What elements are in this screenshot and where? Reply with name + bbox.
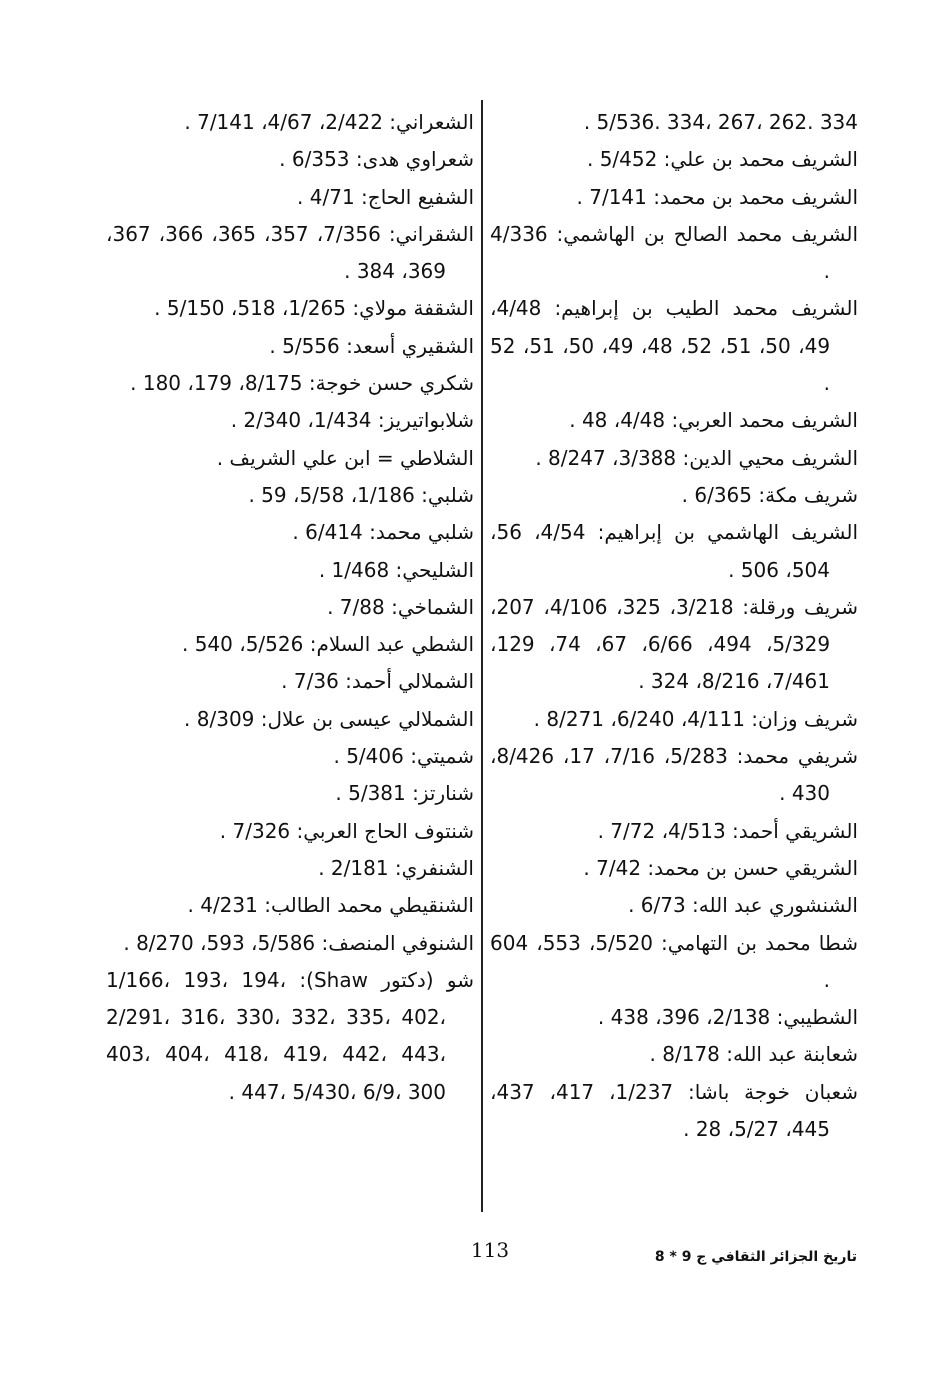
index-entry [106,775,474,812]
index-entry-text: الشريف محيي الدين: 3/388، 8/247 . [535,445,858,470]
index-entry [106,887,474,924]
index-entry [106,477,474,514]
index-entry [490,738,858,813]
index-entry [106,552,474,589]
index-entry-text: الشريف محمد العربي: 4/48، 48 . [569,408,858,433]
index-entry-text: الشملالي عيسى بن علال: 8/309 . [184,706,474,731]
index-entry [490,925,858,1000]
index-entry [106,365,474,402]
index-entry [490,1074,858,1149]
index-entry-text: الشملالي أحمد: 7/36 . [281,669,474,694]
index-entry [490,999,858,1036]
index-entry-text: الشطيبي: 2/138، 396، 438 . [597,1005,858,1030]
index-entry-text: 334 .262 ،267 ،334 .5/536 . [583,110,858,134]
index-entry-text: شطا محمد بن التهامي: 5/520، 553، 604 . [490,930,859,992]
index-entry-text: الشماخي: 7/88 . [327,594,474,619]
index-entry-text: الشريف الهاشمي بن إبراهيم: 4/54، 56، 504، 506 . [490,520,858,582]
index-entry-text: الشليحي: 1/468 . [318,557,474,582]
index-entry-text: الشريف محمد بن محمد: 7/141 . [576,184,858,209]
index-entry-text: شريف ورقلة: 3/218، 325، 4/106، 207، 5/329، 494، 6/66، 67، 74، 129، 7/461، 8/216، 324 . [490,594,859,694]
index-entry-text: شريف وزان: 4/111، 6/240، 8/271 . [533,706,858,731]
running-footer-title: تاريخ الجزائر الثقافي ج 9 * 8 [654,1249,857,1265]
index-entry [490,440,858,477]
index-entry-text: شميتي: 5/406 . [333,744,474,769]
index-entry [490,514,858,589]
index-entry [490,179,858,216]
page-number: 113 [470,1238,510,1262]
index-entry-text: الشعراني: 2/422، 4/67، 7/141 . [184,110,474,134]
index-entry [106,104,474,141]
index-entry-text: شريفي محمد: 5/283، 7/16، 17، 8/426، 430 . [490,744,859,806]
index-entry [490,1036,858,1073]
index-entry [490,589,858,701]
index-column-right [490,104,858,1148]
index-entry [490,216,858,291]
index-entry-text: شلبي: 1/186، 5/58، 59 . [248,482,474,507]
index-entry-text: الشنوفي المنصف: 5/586، 593، 8/270 . [123,930,474,955]
index-entry [106,141,474,178]
index-entry-text: الشفيع الحاج: 4/71 . [297,184,474,209]
index-entry [106,328,474,365]
index-entry [106,216,474,291]
index-entry [490,850,858,887]
index-entry [106,738,474,775]
index-entry [106,813,474,850]
index-entry-text: شكري حسن خوجة: 8/175، 179، 180 . [130,371,474,396]
index-entry [106,663,474,700]
index-entry [106,179,474,216]
index-entry [490,813,858,850]
index-entry-text: الشريقي حسن بن محمد: 7/42 . [583,855,858,880]
index-entry [490,477,858,514]
index-entry-text: شعراوي هدى: 6/353 . [279,147,474,172]
index-entry [106,440,474,477]
index-entry [106,925,474,962]
index-entry [490,141,858,178]
index-entry [490,290,858,402]
index-entry [106,290,474,327]
index-entry-text: الشطي عبد السلام: 5/526، 540 . [181,632,474,657]
index-entry [490,887,858,924]
index-entry-text: الشقراني: 7/356، 357، 365، 366، 367، 369، 384 . [106,221,474,284]
index-entry-text: الشنشوري عبد الله: 6/73 . [628,893,858,918]
index-entry-text: الشريف محمد الصالح بن الهاشمي: 4/336 . [490,221,858,284]
index-entry-text: شعبان خوجة باشا: 1/237، 417، 437، 445، 5/27، 28 . [490,1079,859,1142]
index-entry-text: شلبي محمد: 6/414 . [292,520,474,545]
index-entry-text: شريف مكة: 6/365 . [681,482,858,507]
index-entry-text: الشنفري: 2/181 . [318,855,474,880]
index-column-left [106,104,474,1111]
index-entry-text: شنارتز: 5/381 . [335,781,474,806]
index-entry [106,402,474,439]
index-entry [106,962,474,1111]
index-entry-text: الشقفة مولاي: 1/265، 518، 5/150 . [154,296,474,321]
index-entry-text: الشقيري أسعد: 5/556 . [269,333,474,358]
index-entry-text: الشلاطي = ابن علي الشريف . [216,445,474,470]
index-entry [106,850,474,887]
index-entry [106,589,474,626]
index-entry-text: الشريف محمد بن علي: 5/452 . [586,147,858,172]
index-entry-text: شو (دكتور Shaw): 1/166، 193، 194، 2/291، 316، 330، 332، 335، 402، 403، 404، 418، 419، 442، 443، 447، 5/430، 6/9، 300 . [106,967,475,1104]
index-entry [490,402,858,439]
index-entry-text: شعابنة عبد الله: 8/178 . [649,1042,858,1067]
index-entry [490,104,858,141]
index-entry-text: شلابواتيريز: 1/434، 2/340 . [230,408,474,433]
index-entry-text: شنتوف الحاج العربي: 7/326 . [219,818,474,843]
index-entry [490,701,858,738]
index-entry-text: الشريف محمد الطيب بن إبراهيم: 4/48، 49، 50، 51، 52، 48، 49، 50، 51، 52 . [490,296,858,396]
column-divider [481,100,483,1212]
index-entry [106,701,474,738]
index-entry [106,626,474,663]
index-entry-text: الشريقي أحمد: 4/513، 7/72 . [597,818,858,843]
index-entry-text: الشنقيطي محمد الطالب: 4/231 . [187,893,474,918]
index-entry [106,514,474,551]
